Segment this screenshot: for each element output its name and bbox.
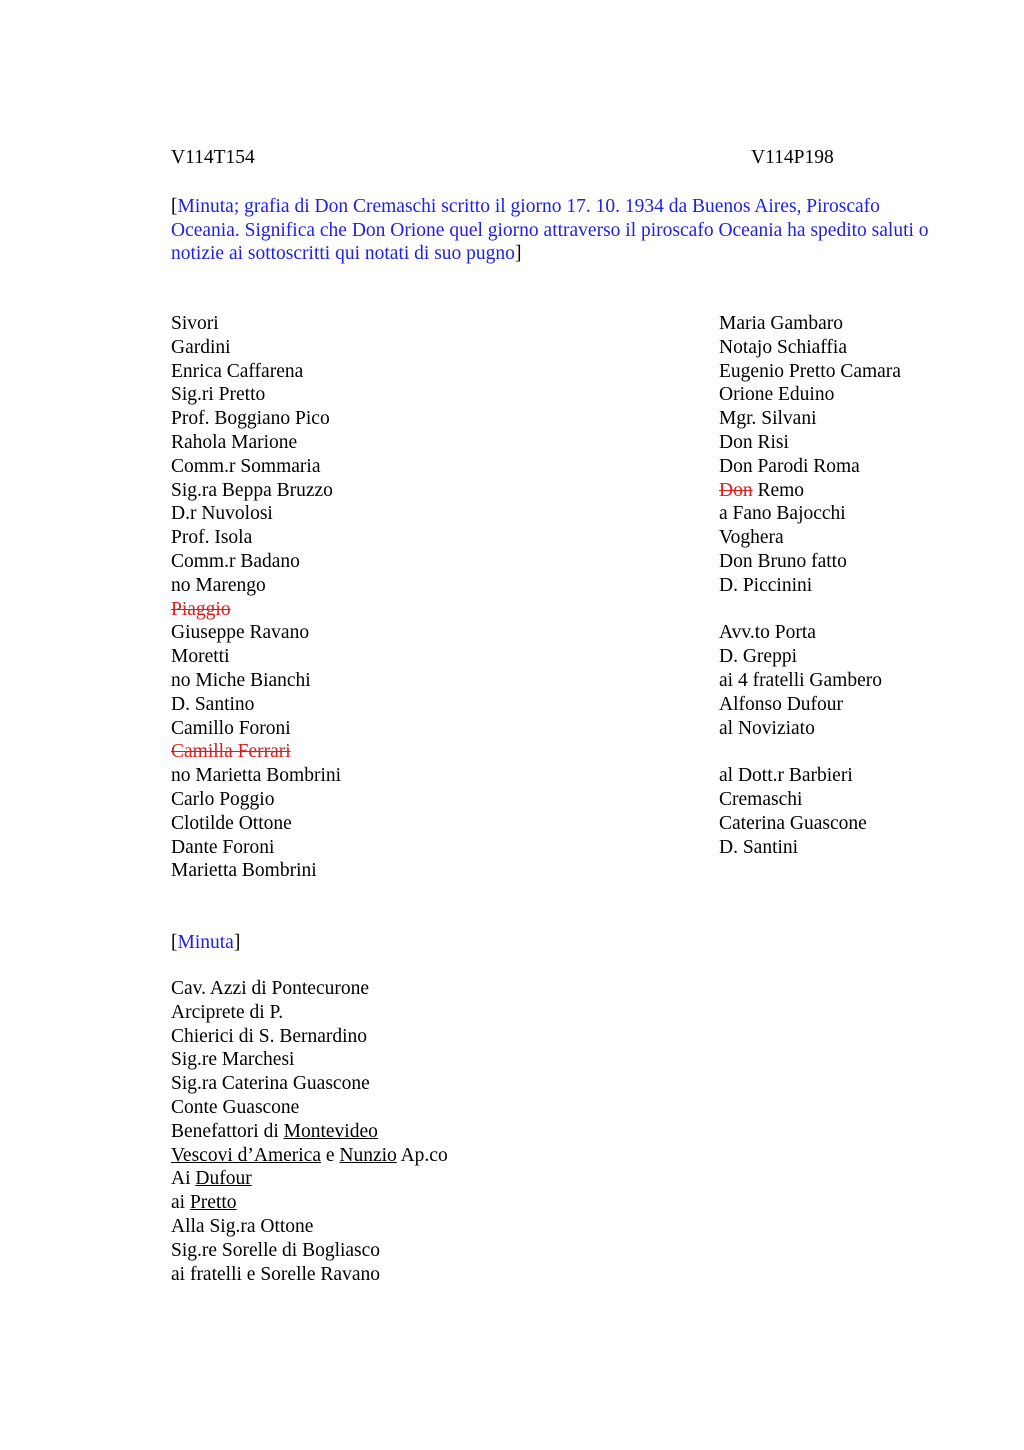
list-item: Chierici di S. Bernardino [171,1025,368,1047]
underlined-text: Montevideo [283,1120,378,1142]
editorial-note [171,195,941,266]
list-item: Enrica Caffarena [171,360,304,382]
list-item-struck [171,740,341,764]
list-item: Rahola Marione [171,431,298,453]
struck-text: Don [719,479,753,501]
list-item: D. Piccinini [719,574,813,596]
list-item: Clotilde Ottone [171,812,292,834]
list-item: Dante Foroni [171,836,275,858]
list-item [171,1144,448,1168]
list-item: D. Greppi [719,646,797,668]
list-item: Voghera [719,527,784,549]
list-item: Carlo Poggio [171,788,275,810]
list-item: D.r Nuvolosi [171,503,273,525]
list-item: Sig.ra Caterina Guascone [171,1073,370,1095]
list-item: Prof. Isola [171,527,253,549]
list-item: Cremaschi [719,788,803,810]
list-item: ai 4 fratelli Gambero [719,669,882,691]
list-item: ai fratelli e Sorelle Ravano [171,1263,380,1285]
left-name-list [171,312,341,883]
list-spacer [719,740,901,764]
text: Benefattori di [171,1120,284,1142]
right-name-list [719,312,901,859]
list-item: Sig.re Sorelle di Bogliasco [171,1239,381,1261]
remaining-text: Remo [752,479,805,501]
list-spacer [719,598,901,622]
list-item [171,1120,448,1144]
struck-text: Camilla Ferrari [171,741,291,763]
list-item: Comm.r Badano [171,550,300,572]
document-code-left: V114T154 [171,147,255,168]
list-item: Alfonso Dufour [719,693,844,715]
list-item: al Noviziato [719,717,815,739]
list-item: Caterina Guascone [719,812,867,834]
list-item: Eugenio Pretto Camara [719,360,901,382]
underlined-text: Dufour [195,1168,252,1190]
list-item: Camillo Foroni [171,717,291,739]
list-item: Conte Guascone [171,1096,300,1118]
document-code-right: V114P198 [751,147,834,168]
list-item: Notajo Schiaffia [719,336,847,358]
list-item: Don Bruno fatto [719,550,847,572]
list-item: Avv.to Porta [719,622,816,644]
note-open-bracket: [ [171,932,178,953]
text: e [320,1144,340,1166]
list-item [171,1167,448,1191]
list-item: D. Santini [719,836,799,858]
note-close-bracket: ] [233,932,241,953]
list-item: Maria Gambaro [719,313,843,334]
list-item: Gardini [171,336,231,358]
list-item: no Marietta Bombrini [171,765,342,787]
list-item: Cav. Azzi di Pontecurone [171,978,370,999]
list-item-partly-struck [719,479,901,503]
list-item: Comm.r Sommaria [171,455,321,477]
note-close-bracket: ] [514,243,522,264]
list-item-struck [171,598,341,622]
list-item: Arciprete di P. [171,1001,284,1023]
list-item: no Miche Bianchi [171,669,311,691]
struck-text: Piaggio [171,598,231,620]
list-item: Don Parodi Roma [719,455,860,477]
list-item: Moretti [171,646,230,668]
list-item: Marietta Bombrini [171,860,317,882]
list-item: Prof. Boggiano Pico [171,408,330,430]
list-item: Sig.re Marchesi [171,1049,295,1071]
list-item: Mgr. Silvani [719,408,817,430]
list-item: Giuseppe Ravano [171,622,310,644]
list-item: Alla Sig.ra Ottone [171,1215,314,1237]
text: Ai [171,1168,196,1190]
list-item: Orione Eduino [719,384,835,406]
text: ai [171,1192,190,1214]
note-text: Minuta; grafia di Don Cremaschi scritto il giorno 17. 10. 1934 da Buenos Aires, Piroscafo Oceania. Significa che Don Orione quel giorno attraverso il piroscafo Oceania ha spedito saluti o notizie ai sottoscritti qui notati di suo pugno [171,196,929,264]
list-item: no Marengo [171,574,266,596]
list-item: Sig.ra Beppa Bruzzo [171,479,333,501]
editorial-note-minuta [171,931,240,955]
bottom-name-list [171,977,448,1286]
list-item: al Dott.r Barbieri [719,765,853,787]
underlined-text: Pretto [189,1192,237,1214]
list-item: a Fano Bajocchi [719,503,846,525]
list-item: Sivori [171,313,219,334]
underlined-text: Nunzio [339,1144,397,1166]
list-item: D. Santino [171,693,255,715]
note-open-bracket: [ [171,196,178,217]
text: Ap.co [396,1144,448,1166]
list-item: Don Risi [719,431,789,453]
list-item [171,1191,448,1215]
underlined-text: Vescovi d’America [171,1144,321,1166]
note-text: Minuta [177,932,234,953]
list-item: Sig.ri Pretto [171,384,266,406]
